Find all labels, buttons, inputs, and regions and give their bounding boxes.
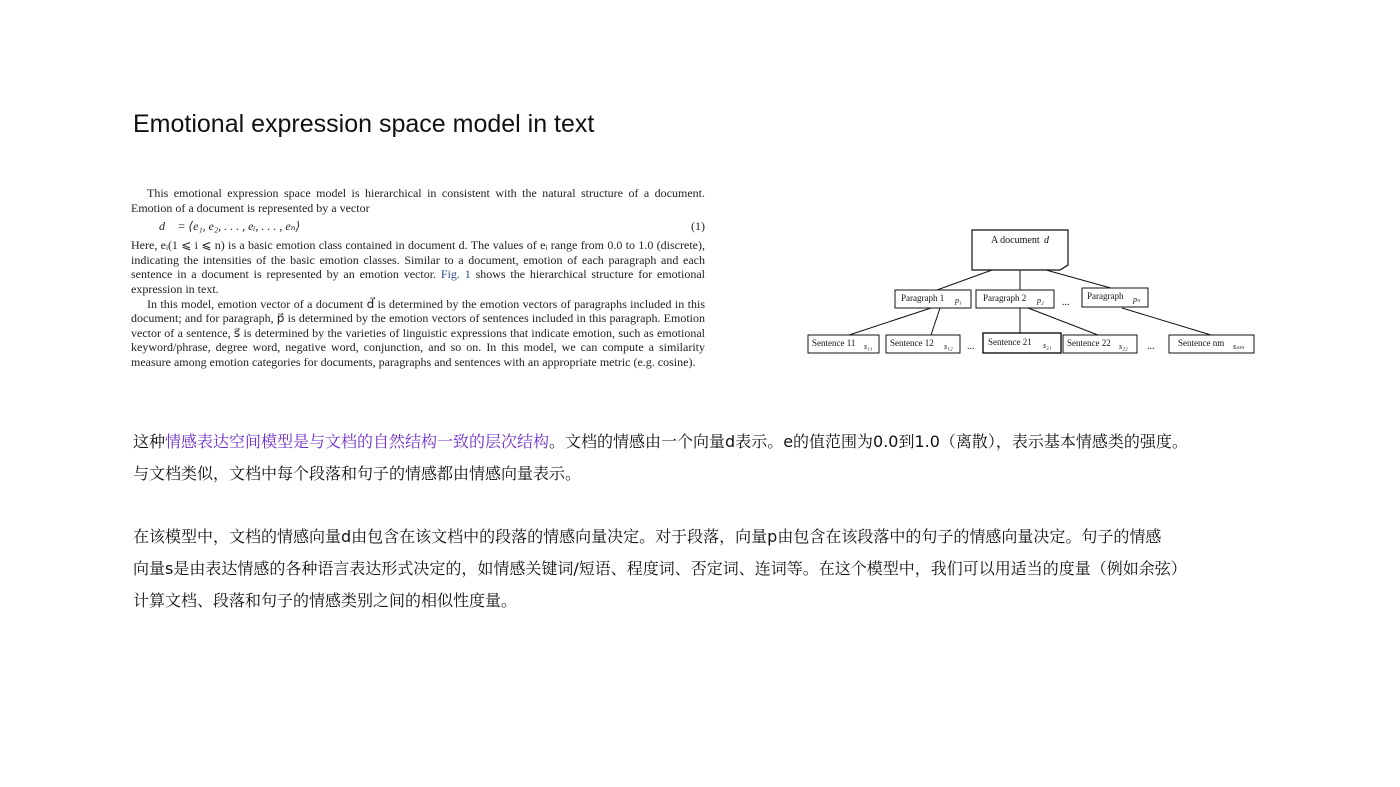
chinese-summary-2-line-2: 向量s是由表达情感的各种语言表达形式决定的，如情感关键词/短语、程度词、否定词、连词等。在这个模型中，我们可以用适当的度量（例如余弦） xyxy=(133,559,1187,578)
figure-reference-link[interactable]: Fig. 1 xyxy=(440,267,471,282)
paragraph-node-2-label: Paragraph 2 xyxy=(983,293,1027,303)
paper-paragraph-2-text-a: Here, eᵢ(1 ⩽ i ⩽ n) is a basic emotion class contained in document d. The values of eᵢ range from 0.0 to 1.0 (discrete), indicating the intensities of the basic emotion classes. Similar to a document, emotion of each paragraph and each sentence in a document is represented by an emotion vector. xyxy=(131,238,705,282)
paragraph-ellipsis: ... xyxy=(1062,297,1070,308)
paragraph-node-2 xyxy=(976,290,1054,308)
sentence-node-22-label: Sentence 22 xyxy=(1067,338,1111,348)
paragraph-node-1-symbol: p₁ xyxy=(955,296,962,305)
chinese-summary-1-post: 。文档的情感由一个向量d表示。e的值范围为0.0到1.0（离散），表示基本情感类的强度。 xyxy=(549,432,1188,451)
paper-paragraph-2-text-b: shows the hierarchical structure for emotional expression in text. xyxy=(131,267,706,296)
document-node xyxy=(972,230,1068,270)
document-node-symbol: d⃗ xyxy=(1044,235,1057,246)
sentence-node-11-label: Sentence 11 xyxy=(812,338,856,348)
sentence-node-12-symbol: s₁₂ xyxy=(944,342,953,351)
chinese-summary-1-highlight: 情感表达空间模型是与文档的自然结构一致的层次结构 xyxy=(165,432,550,451)
sentence-ellipsis-1: ... xyxy=(967,341,975,352)
sentence-node-21-label: Sentence 21 xyxy=(988,337,1032,347)
chinese-summary-2-line-1: 在该模型中，文档的情感向量d由包含在该文档中的段落的情感向量决定。对于段落，向量p由包含在该段落中的句子的情感向量决定。句子的情感 xyxy=(133,527,1162,546)
chinese-summary-1 xyxy=(133,426,1293,490)
chinese-summary-1-line-2: 与文档类似，文档中每个段落和句子的情感都由情感向量表示。 xyxy=(133,464,582,483)
sentence-node-nm xyxy=(1169,335,1254,353)
sentence-node-11 xyxy=(808,335,879,353)
sentence-node-12 xyxy=(886,335,960,353)
equation-row xyxy=(131,218,705,236)
chinese-summary-2 xyxy=(133,521,1293,617)
document-node-label: A document xyxy=(991,235,1040,246)
hierarchy-diagram xyxy=(806,228,1258,356)
sentence-node-21 xyxy=(983,333,1061,353)
paragraph-node-n xyxy=(1082,288,1148,307)
equation: d⃗ = ⟨e₁, e₂, . . . , eᵢ, . . . , eₙ⟩ xyxy=(159,219,301,234)
sentence-node-11-symbol: s₁₁ xyxy=(864,342,873,351)
chinese-summary-1-pre: 这种 xyxy=(133,432,166,451)
paragraph-node-1-label: Paragraph 1 xyxy=(901,293,945,303)
paragraph-node-n-symbol: pₙ xyxy=(1133,295,1141,304)
sentence-ellipsis-2: ... xyxy=(1147,341,1155,352)
chinese-summary-1-line-1 xyxy=(133,426,1293,458)
chinese-summary-2-line-3: 计算文档、段落和句子的情感类别之间的相似性度量。 xyxy=(133,591,518,610)
slide-title: Emotional expression space model in text xyxy=(133,110,595,138)
paragraph-node-2-symbol: p₂ xyxy=(1037,296,1044,305)
sentence-node-12-label: Sentence 12 xyxy=(890,338,934,348)
sentence-node-22 xyxy=(1063,335,1137,353)
sentence-node-nm-label: Sentence nm xyxy=(1178,338,1225,348)
paper-excerpt xyxy=(131,186,705,370)
paper-paragraph-2 xyxy=(131,238,705,296)
equation-number: (1) xyxy=(691,219,705,234)
sentence-node-nm-symbol: sₙₘ xyxy=(1233,342,1245,351)
sentence-node-22-symbol: s₂₂ xyxy=(1119,342,1128,351)
paper-paragraph-3: In this model, emotion vector of a document d⃗ is determined by the emotion vectors of paragraphs included in this document; and for paragraph, p⃗ is determined by the emotion vectors of sentences included in this paragraph. Emotion vector of a sentence, s⃗ is determined by the varieties of linguistic expressions that indicate emotion, such as emotional keyword/phrase, degree word, negative word, conjunction, and so on. In this model, we can compute a similarity measure among emotion categories for documents, paragraphs and sentences with an appropriate metric (e.g. cosine). xyxy=(131,296,705,369)
sentence-node-21-symbol: s₂₁ xyxy=(1043,341,1052,350)
paper-paragraph-1: This emotional expression space model is hierarchical in consistent with the natural structure of a document. Emotion of a document is represented by a vector xyxy=(131,186,705,215)
paragraph-node-1 xyxy=(895,290,971,308)
paragraph-node-n-label: Paragraph xyxy=(1087,291,1124,301)
